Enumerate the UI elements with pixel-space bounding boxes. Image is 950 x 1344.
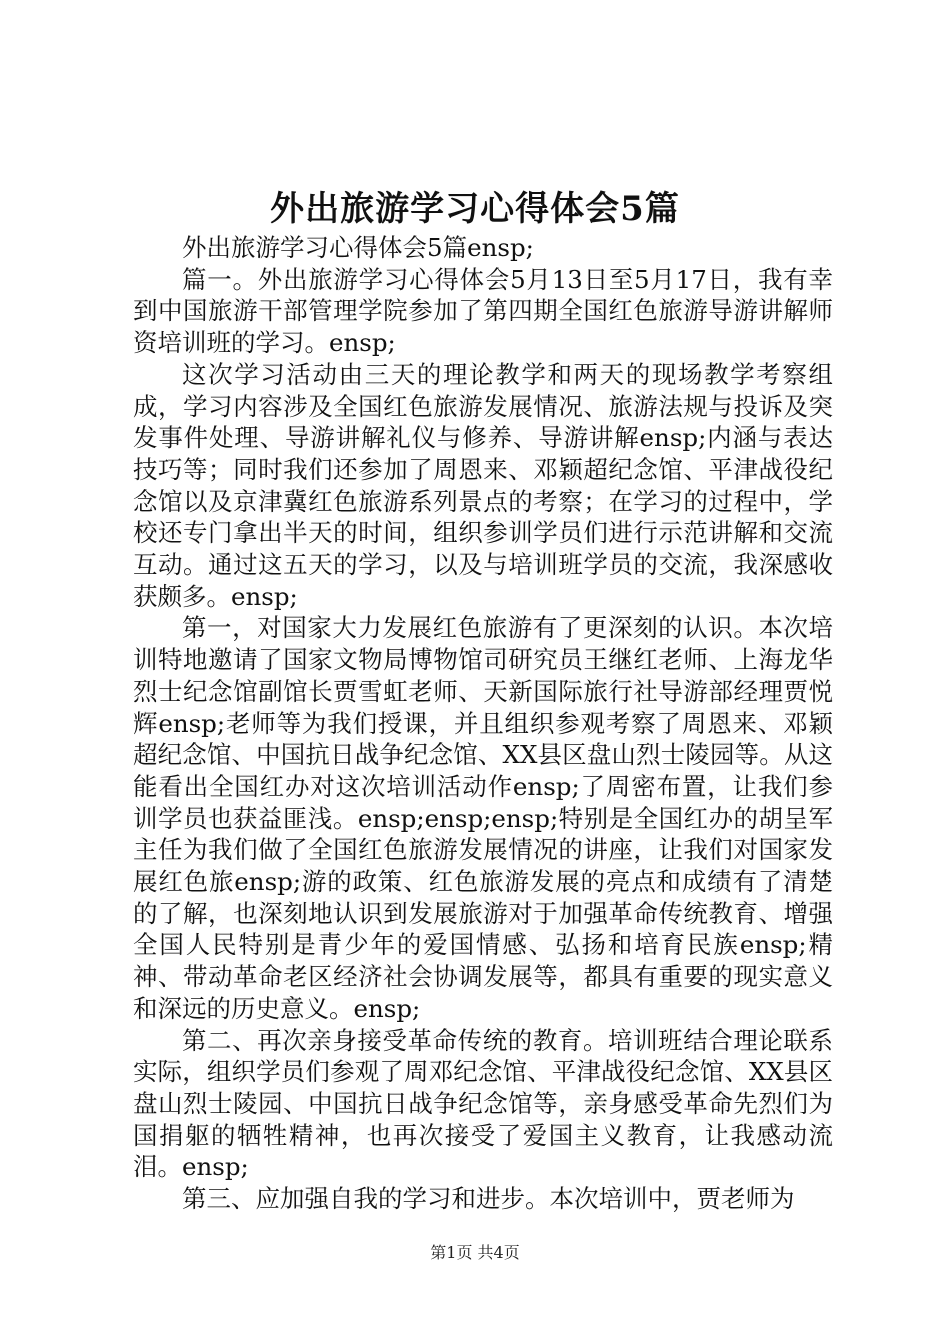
paragraph-first-point: 第一，对国家大力发展红色旅游有了更深刻的认识。本次培训特地邀请了国家文物局博物馆司研究员王继红老师、上海龙华烈士纪念馆副馆长贾雪虹老师、天新国际旅行社导游部经理贾悦辉ensp;老师等为我们授课，并且组织参观考察了周恩来、邓颖超纪念馆、中国抗日战争纪念馆、XX县区盘山烈士陵园等。从这能看出全国红办对这次培训活动作ensp;了周密布置，让我们参训学员也获益匪浅。ensp;ensp;ensp;特别是全国红办的胡呈军主任为我们做了全国红色旅游发展情况的讲座，让我们对国家发展红色旅ensp;游的政策、红色旅游发展的亮点和成绩有了清楚的了解，也深刻地认识到发展旅游对于加强革命传统教育、增强全国人民特别是青少年的爱国情感、弘扬和培育民族ensp;精神、带动革命老区经济社会协调发展等，都具有重要的现实意义和深远的历史意义。ensp; — [133, 613, 833, 1023]
paragraph-intro: 外出旅游学习心得体会5篇ensp; — [182, 233, 534, 262]
paragraph-activity: 这次学习活动由三天的理论教学和两天的现场教学考察组成，学习内容涉及全国红色旅游发展情况、旅游法规与投诉及突发事件处理、导游讲解礼仪与修养、导游讲解ensp;内涵与表达技巧等；同时我们还参加了周恩来、邓颖超纪念馆、平津战役纪念馆以及京津冀红色旅游系列景点的考察；在学习的过程中，学校还专门拿出半天的时间，组织参训学员们进行示范讲解和交流互动。通过这五天的学习，以及与培训班学员的交流，我深感收获颇多。ensp; — [133, 359, 833, 611]
paragraph-third-point: 第三、应加强自我的学习和进步。本次培训中，贾老师为 — [182, 1184, 795, 1214]
document-body — [133, 232, 833, 1215]
paragraph-second-point: 第二、再次亲身接受革命传统的教育。培训班结合理论联系实际，组织学员们参观了周邓纪念馆、平津战役纪念馆、XX县区盘山烈士陵园、中国抗日战争纪念馆等，亲身感受革命先烈们为国捐躯的牺牲精神，也再次接受了爱国主义教育，让我感动流泪。ensp; — [133, 1025, 833, 1182]
document-title: 外出旅游学习心得体会5篇 — [270, 189, 680, 229]
paragraph-part-one: 篇一。外出旅游学习心得体会5月13日至5月17日，我有幸到中国旅游干部管理学院参加了第四期全国红色旅游导游讲解师资培训班的学习。ensp; — [133, 264, 833, 358]
page-number-footer: 第1页 共4页 — [430, 1243, 520, 1262]
